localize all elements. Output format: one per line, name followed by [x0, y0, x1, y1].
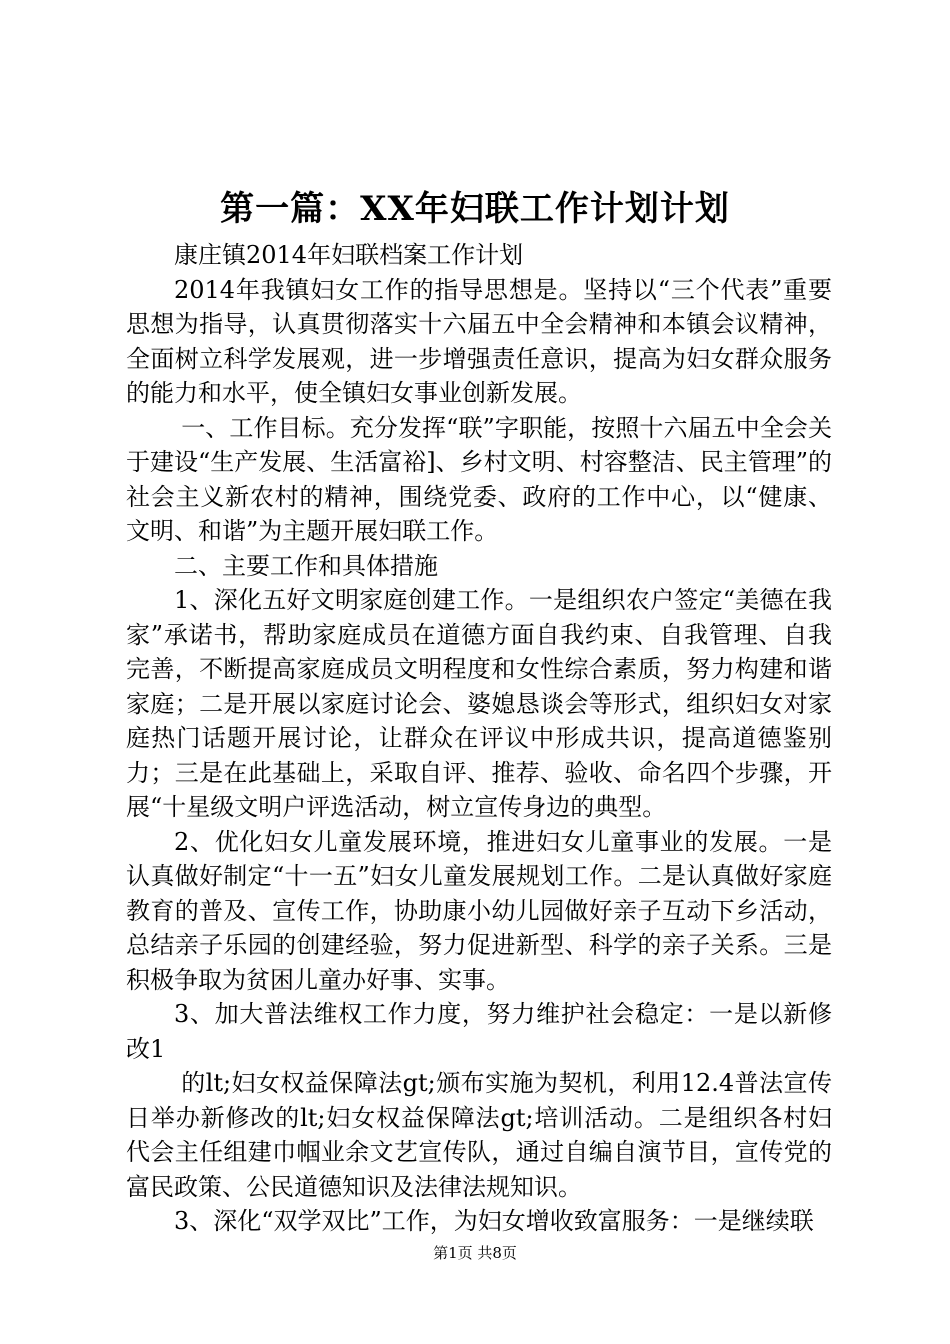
paragraph-item-4: 3、深化“双学双比”工作，为妇女增收致富服务：一是继续联	[174, 1207, 814, 1235]
paragraph-subtitle: 康庄镇2014年妇联档案工作计划	[174, 241, 524, 269]
paragraph-item-3: 3、加大普法维权工作力度，努力维护社会稳定：一是以新修改1	[126, 1000, 832, 1063]
paragraph-item-3-continued: 的lt;妇女权益保障法gt;颁布实施为契机，利用12.4普法宣传日举办新修改的lt;妇女权益保障法gt;培训活动。二是组织各村妇代会主任组建巾帼业余文艺宣传队，通过自编自演节目，宣传党的富民政策、公民道德知识及法律法规知识。	[126, 1069, 832, 1201]
paragraph-work-goal: 一、工作目标。充分发挥“联”字职能，按照十六届五中全会关于建设“生产发展、生活富裕]、乡村文明、村容整洁、民主管理”的社会主义新农村的精神，围绕党委、政府的工作中心，以“健康、文明、和谐”为主题开展妇联工作。	[126, 413, 832, 545]
page-number-footer: 第1页 共8页	[433, 1244, 517, 1262]
document-body	[126, 238, 832, 1239]
paragraph-item-2: 2、优化妇女儿童发展环境，推进妇女儿童事业的发展。一是认真做好制定“十一五”妇女儿童发展规划工作。二是认真做好家庭教育的普及、宣传工作，协助康小幼儿园做好亲子互动下乡活动，总结亲子乐园的创建经验，努力促进新型、科学的亲子关系。三是积极争取为贫困儿童办好事、实事。	[126, 827, 832, 994]
paragraph-guiding-idea: 2014年我镇妇女工作的指导思想是。坚持以“三个代表”重要思想为指导，认真贯彻落实十六届五中全会精神和本镇会议精神，全面树立科学发展观，进一步增强责任意识，提高为妇女群众服务的能力和水平，使全镇妇女事业创新发展。	[126, 275, 832, 407]
paragraph-section-heading: 二、主要工作和具体措施	[174, 551, 438, 580]
paragraph-item-1: 1、深化五好文明家庭创建工作。一是组织农户签定“美德在我家”承诺书，帮助家庭成员在道德方面自我约束、自我管理、自我完善，不断提高家庭成员文明程度和女性综合素质，努力构建和谐家庭；二是开展以家庭讨论会、婆媳恳谈会等形式，组织妇女对家庭热门话题开展讨论，让群众在评议中形成共识，提高道德鉴别力；三是在此基础上，采取自评、推荐、验收、命名四个步骤，开展“十星级文明户评选活动，树立宣传身边的典型。	[126, 586, 832, 821]
document-title: 第一篇：XX年妇联工作计划计划	[220, 189, 730, 229]
